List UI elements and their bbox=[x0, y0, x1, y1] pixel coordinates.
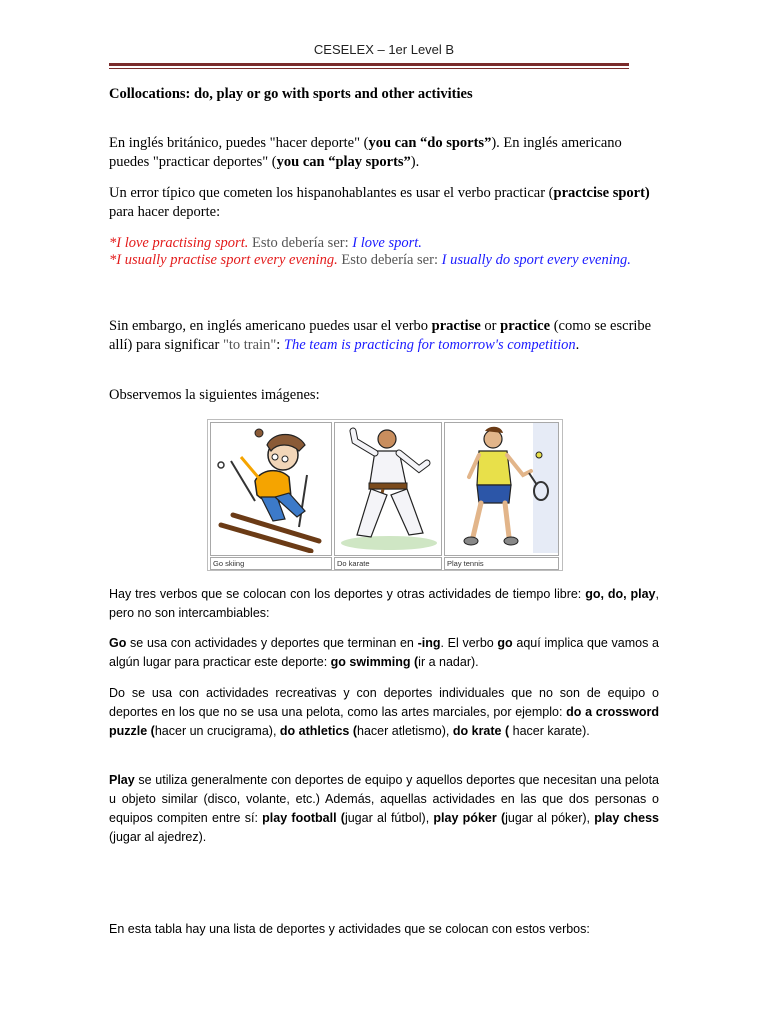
paragraph-observe-images: Observemos la siguientes imágenes: bbox=[109, 387, 320, 403]
skier-icon bbox=[210, 422, 332, 556]
image-cell-karate bbox=[334, 422, 442, 568]
paragraph-american-practise: Sin embargo, en inglés americano puedes usar el verbo practise or practice (como se escribe allí) para significar "to train": The team is practicing for tomorrow's competition. bbox=[109, 318, 652, 353]
paragraph-typical-error: Un error típico que cometen los hispanohablantes es usar el verbo practicar (practcise sport) para hacer deporte: bbox=[109, 185, 650, 220]
header-rule-thin bbox=[109, 68, 629, 69]
paragraph-go: Go se usa con actividades y deportes que terminan en -ing. El verbo go aquí implica que vamos a algún lugar para practicar este deporte: go swimming (ir a nadar). bbox=[109, 636, 659, 669]
example-2: *I usually practise sport every evening. Esto debería ser: I usually do sport every evening. bbox=[109, 252, 631, 268]
paragraph-three-verbs: Hay tres verbos que se colocan con los deportes y otras actividades de tiempo libre: go, do, play, pero no son intercambiables: bbox=[109, 587, 659, 620]
paragraph-do: Do se usa con actividades recreativas y con deportes individuales que no son de equipo o deportes en los que no se usa una pelota, como las artes marciales, por ejemplo: do a crossword puzzle (hacer un crucigrama), do athletics (hacer atletismo), do krate ( hacer karate). bbox=[109, 686, 659, 738]
caption-play-tennis: Play tennis bbox=[444, 557, 559, 570]
paragraph-table-intro: En esta tabla hay una lista de deportes y actividades que se colocan con estos verbos: bbox=[109, 922, 590, 936]
sports-images-table bbox=[207, 419, 563, 571]
header-rule-thick bbox=[109, 63, 629, 66]
tennis-player-icon bbox=[444, 422, 559, 556]
document-title: Collocations: do, play or go with sports and other activities bbox=[109, 86, 473, 102]
karate-icon bbox=[334, 422, 442, 556]
paragraph-play: Play se utiliza generalmente con deportes de equipo y aquellos deportes que necesitan una pelota u objeto similar (disco, volante, etc.) Además, aquellas actividades en las que dos personas o equipos compiten entre sí: play football (jugar al fútbol), play póker (jugar al póker), play chess (jugar al ajedrez). bbox=[109, 773, 659, 844]
caption-go-skiing: Go skiing bbox=[210, 557, 332, 570]
image-cell-skiing bbox=[210, 422, 332, 568]
example-1: *I love practising sport. Esto debería ser: I love sport. bbox=[109, 235, 422, 251]
image-cell-tennis bbox=[444, 422, 559, 568]
paragraph-do-sports: En inglés británico, puedes "hacer deporte" (you can “do sports”). En inglés americano puedes "practicar deportes" (you can “play sports”). bbox=[109, 135, 622, 170]
examples-block bbox=[109, 235, 659, 269]
header-title: CESELEX – 1er Level B bbox=[313, 42, 455, 57]
caption-do-karate: Do karate bbox=[334, 557, 442, 570]
